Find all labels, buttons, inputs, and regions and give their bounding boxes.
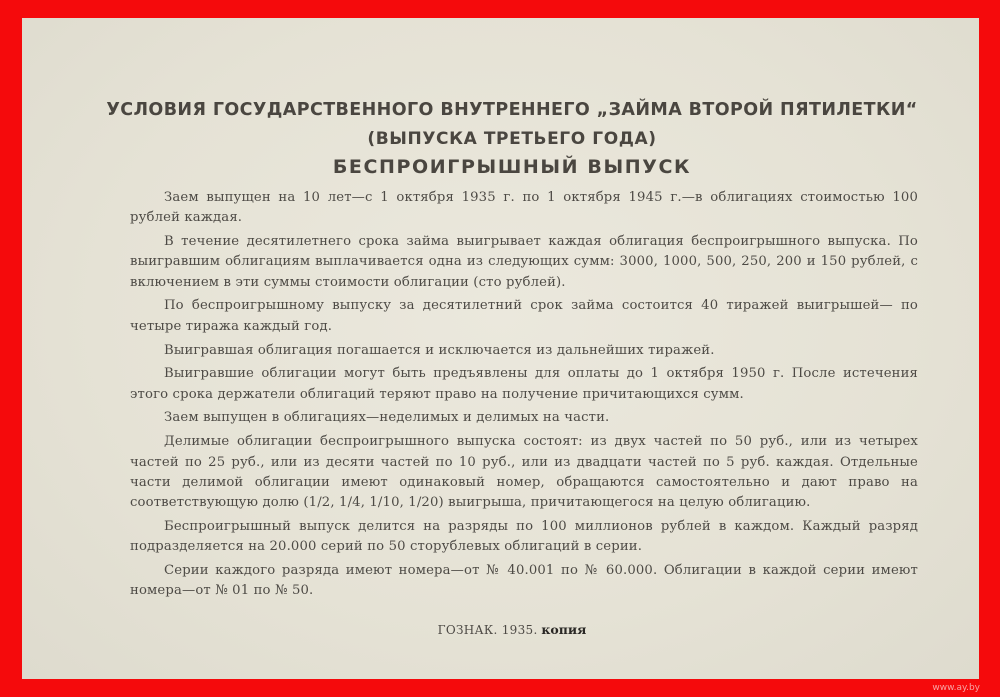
paragraph: Серии каждого разряда имеют номера—от № 40.001 по № 60.000. Облигации в каждой серии имеют номера—от № 01 по № 50. [130, 563, 918, 599]
paragraph: Выигравшие облигации могут быть предъявлены для оплаты до 1 октября 1950 г. После истечения этого срока держатели облигаций теряют право на получение причитающихся сумм. [130, 366, 918, 402]
document-title: УСЛОВИЯ ГОСУДАРСТВЕННОГО ВНУТРЕННЕГО „ЗАЙМА ВТОРОЙ ПЯТИЛЕТКИ“ [106, 100, 918, 120]
site-watermark: www.ay.by [932, 683, 980, 693]
paragraph: Заем выпущен на 10 лет—с 1 октября 1935 г. по 1 октября 1945 г.—в облигациях стоимостью 100 рублей каждая. [130, 190, 918, 226]
paragraph: Делимые облигации беспроигрышного выпуска состоят: из двух частей по 50 руб., или из четырех частей по 25 руб., или из десяти частей по 10 руб., или из двадцати частей по 5 руб. каждая. Отдельные части делимой облигации имеют одинаковый номер, обращаются самостоятельно и дают право на соответствующую долю (1/2, 1/4, 1/10, 1/20) выигрыша, причитающегося на целую облигацию. [130, 434, 918, 511]
printer-imprint: ГОЗНАК. 1935. [437, 623, 538, 637]
document-sheet [22, 18, 979, 679]
paragraph: Выигравшая облигация погашается и исключается из дальнейших тиражей. [164, 342, 715, 358]
document-subtitle: (ВЫПУСКА ТРЕТЬЕГО ГОДА) [367, 129, 657, 149]
copy-stamp: копия [541, 622, 587, 637]
paragraph: По беспроигрышному выпуску за десятилетний срок займа состоится 40 тиражей выигрышей— по четыре тиража каждый год. [130, 298, 918, 334]
document-text [104, 90, 920, 637]
paragraph: Беспроигрышный выпуск делится на разряды по 100 миллионов рублей в каждом. Каждый разряд подразделяется на 20.000 серий по 50 сторублевых облигаций в серии. [130, 518, 918, 555]
paragraph: В течение десятилетнего срока займа выигрывает каждая облигация беспроигрышного выпуска. По выигравшим облигациям выплачивается одна из следующих сумм: 3000, 1000, 500, 250, 200 и 150 рублей, с включением в эти суммы стоимости облигации (сто рублей). [130, 234, 918, 290]
document-footer [104, 622, 920, 637]
issue-heading: БЕСПРОИГРЫШНЫЙ ВЫПУСК [332, 156, 692, 178]
terms-body [104, 188, 920, 602]
paragraph: Заем выпущен в облигациях—неделимых и делимых на части. [164, 410, 610, 426]
